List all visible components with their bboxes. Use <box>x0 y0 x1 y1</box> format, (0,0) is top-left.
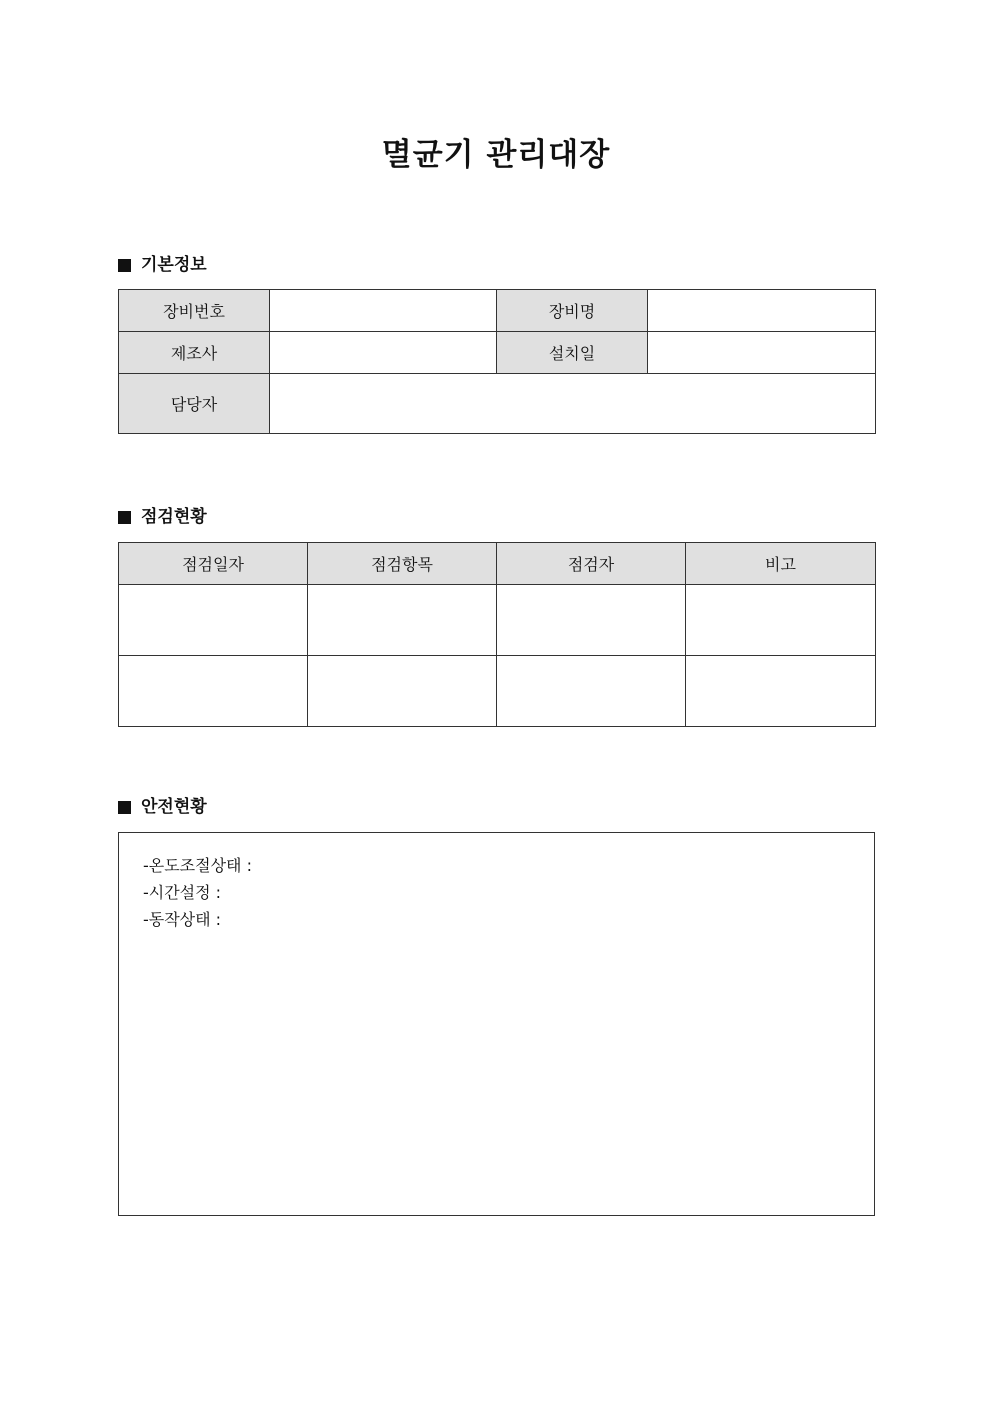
inspection-date-cell[interactable] <box>119 585 308 656</box>
table-row <box>119 374 876 434</box>
inspection-item-cell[interactable] <box>308 656 497 727</box>
inspector-cell[interactable] <box>497 585 686 656</box>
table-header-row <box>119 543 876 585</box>
equipment-name-field[interactable] <box>648 290 876 332</box>
section-heading-basic-info <box>118 253 207 277</box>
inspection-date-cell[interactable] <box>119 656 308 727</box>
equipment-name-label: 장비명 <box>497 290 648 332</box>
inspector-cell[interactable] <box>497 656 686 727</box>
safety-status-box[interactable] <box>118 832 875 1216</box>
basic-info-table <box>118 289 876 434</box>
time-setting-line: -시간설정 : <box>143 883 222 902</box>
remarks-cell[interactable] <box>686 656 876 727</box>
column-header-inspection-date: 점검일자 <box>119 543 308 585</box>
table-row <box>119 656 876 727</box>
square-bullet-icon <box>118 511 131 524</box>
section-heading-inspection <box>118 505 207 529</box>
square-bullet-icon <box>118 259 131 272</box>
table-row <box>119 332 876 374</box>
column-header-inspection-item: 점검항목 <box>308 543 497 585</box>
equipment-number-field[interactable] <box>270 290 497 332</box>
square-bullet-icon <box>118 801 131 814</box>
install-date-field[interactable] <box>648 332 876 374</box>
table-row <box>119 290 876 332</box>
remarks-cell[interactable] <box>686 585 876 656</box>
inspection-table <box>118 542 876 727</box>
column-header-remarks: 비고 <box>686 543 876 585</box>
table-row <box>119 585 876 656</box>
equipment-number-label: 장비번호 <box>119 290 270 332</box>
section-heading-label: 안전현황 <box>141 797 207 817</box>
section-heading-label: 점검현황 <box>141 507 207 527</box>
section-heading-label: 기본정보 <box>141 255 207 275</box>
manager-field[interactable] <box>270 374 876 434</box>
manager-label: 담당자 <box>119 374 270 434</box>
manufacturer-field[interactable] <box>270 332 497 374</box>
section-heading-safety <box>118 795 207 819</box>
column-header-inspector: 점검자 <box>497 543 686 585</box>
safety-status-list <box>143 852 252 933</box>
operation-status-line: -동작상태 : <box>143 910 222 929</box>
manufacturer-label: 제조사 <box>119 332 270 374</box>
document-title: 멸균기 관리대장 <box>381 137 611 173</box>
install-date-label: 설치일 <box>497 332 648 374</box>
temperature-control-line: -온도조절상태 : <box>143 856 252 875</box>
inspection-item-cell[interactable] <box>308 585 497 656</box>
